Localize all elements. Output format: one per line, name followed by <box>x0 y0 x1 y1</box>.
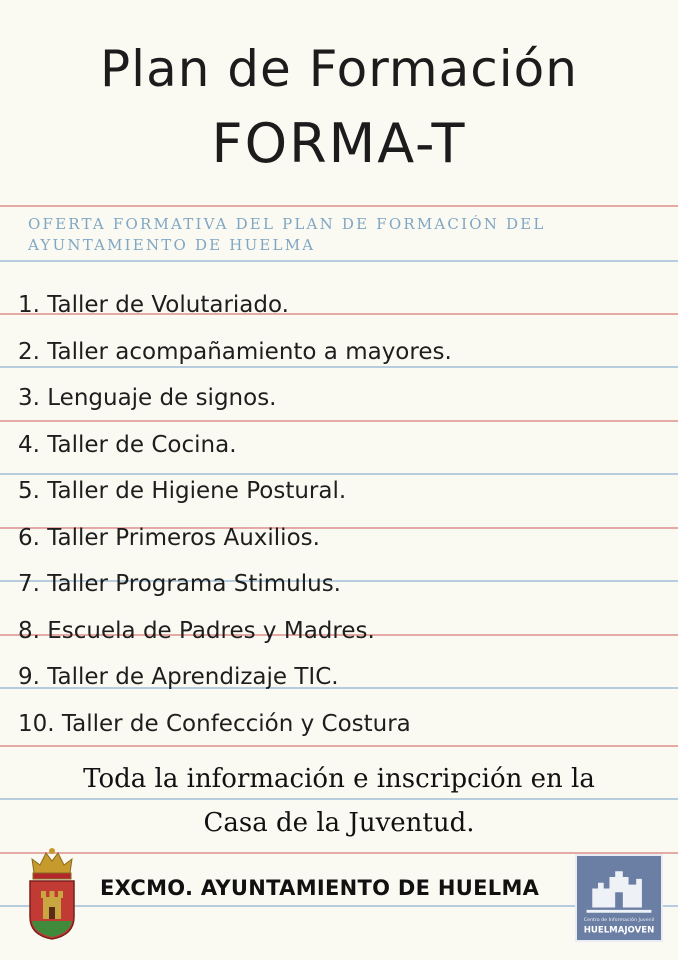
rule-line <box>0 798 678 800</box>
logo-brand: HUELMAJOVEN <box>583 925 655 936</box>
list-item: 9. Taller de Aprendizaje TIC. <box>18 664 339 690</box>
page-title: Plan de Formación <box>100 40 578 98</box>
list-item: 6. Taller Primeros Auxilios. <box>18 524 320 551</box>
list-item: 2. Taller acompañamiento a mayores. <box>18 338 452 365</box>
list-item: 5. Taller de Higiene Postural. <box>18 478 347 504</box>
page-subtitle-brand: FORMA-T <box>211 112 467 175</box>
organization-name: EXCMO. AYUNTAMIENTO DE HUELMA <box>100 876 540 900</box>
list-item: 10. Taller de Confección y Costura <box>18 710 411 737</box>
info-text-location: Casa de la Juventud. <box>203 808 475 838</box>
rule-line <box>0 260 678 262</box>
info-text: Toda la información e inscripción en la <box>83 764 595 794</box>
course-list <box>18 282 658 747</box>
rule-line <box>0 205 678 207</box>
coat-of-arms-icon <box>24 845 80 941</box>
list-item: 1. Taller de Volutariado. <box>18 292 289 318</box>
offer-subtitle: OFERTA FORMATIVA DEL PLAN DE FORMACIÓN DEL AYUNTAMIENTO DE HUELMA <box>28 215 546 254</box>
logo-caption: Centro de Información Juvenil <box>583 917 655 923</box>
list-item: 7. Taller Programa Stimulus. <box>18 571 341 597</box>
list-item: 3. Lenguaje de signos. <box>18 385 277 411</box>
castle-icon <box>575 854 663 942</box>
list-item: 4. Taller de Cocina. <box>18 431 237 458</box>
list-item: 8. Escuela de Padres y Madres. <box>18 617 375 644</box>
